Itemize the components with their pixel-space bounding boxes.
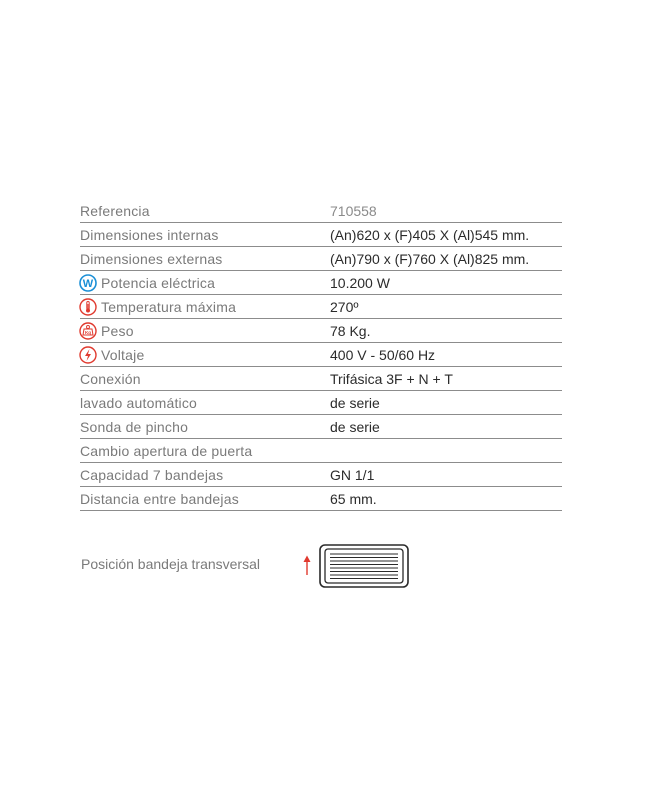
spec-value: 78 Kg. — [330, 323, 371, 339]
label-text: Dimensiones externas — [80, 251, 223, 267]
spec-label — [80, 419, 330, 435]
lightning-icon — [79, 346, 97, 364]
power-W-icon — [79, 274, 97, 292]
spec-row-dimensiones-internas — [80, 224, 562, 247]
spec-label — [80, 322, 330, 340]
spec-value: (An)620 x (F)405 X (Al)545 mm. — [330, 227, 530, 243]
spec-table — [80, 200, 562, 512]
label-text: Peso — [101, 323, 134, 339]
spec-label — [80, 371, 330, 387]
spec-row-voltaje — [80, 344, 562, 367]
label-text: Dimensiones internas — [80, 227, 219, 243]
spec-value: (An)790 x (F)760 X (Al)825 mm. — [330, 251, 530, 267]
up-arrow-icon — [302, 554, 312, 576]
weight-kg-icon — [79, 322, 97, 340]
spec-value: de serie — [330, 395, 380, 411]
spec-row-peso — [80, 320, 562, 343]
spec-label — [80, 274, 330, 292]
label-text: Referencia — [80, 203, 150, 219]
tray-position-label: Posición bandeja transversal — [81, 556, 260, 572]
spec-value: 710558 — [330, 203, 377, 219]
spec-row-potencia — [80, 272, 562, 295]
spec-row-puerta — [80, 440, 562, 463]
spec-value: 400 V - 50/60 Hz — [330, 347, 436, 363]
label-text: Potencia eléctrica — [101, 275, 216, 291]
spec-label — [80, 346, 330, 364]
spec-label — [80, 395, 330, 411]
spec-label — [80, 491, 330, 507]
tray-transversal-icon — [319, 544, 409, 588]
spec-label — [80, 251, 330, 267]
spec-row-referencia — [80, 200, 562, 223]
tray-position-section — [80, 544, 410, 590]
spec-value: de serie — [330, 419, 380, 435]
power-icon-text: W — [82, 278, 94, 290]
label-text: Cambio apertura de puerta — [80, 443, 253, 459]
label-text: Distancia entre bandejas — [80, 491, 239, 507]
spec-value: Trifásica 3F + N + T — [330, 371, 453, 387]
spec-value: 65 mm. — [330, 491, 377, 507]
spec-row-sonda — [80, 416, 562, 439]
spec-value: 270º — [330, 299, 359, 315]
spec-row-capacidad — [80, 464, 562, 487]
spec-row-lavado — [80, 392, 562, 415]
spec-value: GN 1/1 — [330, 467, 375, 483]
spec-row-conexion — [80, 368, 562, 391]
spec-label — [80, 203, 330, 219]
spec-value: 10.200 W — [330, 275, 390, 291]
spec-label — [80, 227, 330, 243]
label-text: Capacidad 7 bandejas — [80, 467, 224, 483]
label-text: Temperatura máxima — [101, 299, 237, 315]
label-text: Voltaje — [101, 347, 145, 363]
label-text: Sonda de pincho — [80, 419, 189, 435]
thermometer-icon — [79, 298, 97, 316]
spec-row-distancia — [80, 488, 562, 511]
label-text: Conexión — [80, 371, 141, 387]
spec-label — [80, 443, 330, 459]
spec-label — [80, 467, 330, 483]
weight-icon-text: Kg — [85, 330, 91, 335]
spec-row-temperatura — [80, 296, 562, 319]
spec-row-dimensiones-externas — [80, 248, 562, 271]
spec-label — [80, 298, 330, 316]
label-text: lavado automático — [80, 395, 198, 411]
